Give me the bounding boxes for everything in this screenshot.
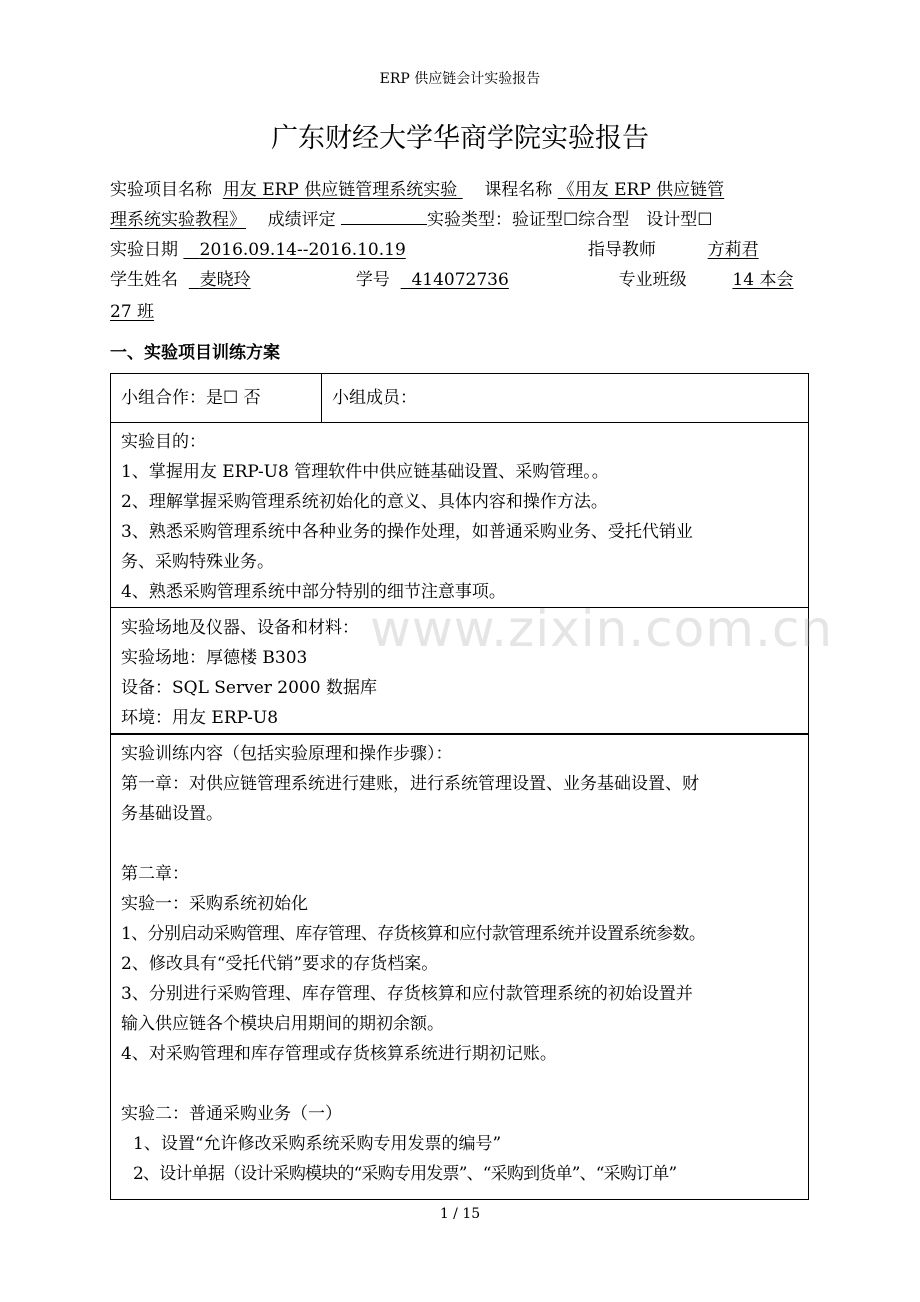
exp1-item: 2、修改具有“受托代销”要求的存货档案。 (121, 954, 439, 974)
chapter1-line: 务基础设置。 (121, 804, 223, 824)
course-label: 课程名称 (484, 180, 553, 200)
date-label: 实验日期 (110, 240, 178, 260)
site-block (111, 608, 808, 733)
exp2-heading: 实验二：普通采购业务（一） (121, 1104, 342, 1124)
meta-line-3 (110, 235, 820, 265)
project-value: 用友 ERP 供应链管理系统实验 (222, 180, 458, 200)
site-item: 设备：SQL Server 2000 数据库 (121, 678, 377, 698)
page-number: 1 / 15 (439, 1206, 481, 1222)
table-row-content (110, 733, 809, 1200)
section-heading-1: 一、实验项目训练方案 (110, 343, 280, 363)
purpose-item: 3、熟悉采购管理系统中各种业务的操作处理，如普通采购业务、受托代销业 (121, 522, 693, 542)
course-value-2: 理系统实验教程》 (110, 210, 246, 230)
purpose-item: 1、掌握用友 ERP-U8 管理软件中供应链基础设置、采购管理。。 (121, 462, 609, 482)
site-item: 环境：用友 ERP-U8 (121, 708, 279, 728)
class-value-2: 27 班 (110, 302, 155, 322)
project-label: 实验项目名称 (110, 180, 212, 200)
meta-line-1 (110, 175, 820, 205)
course-value-1: 《用友 ERP 供应链管 (557, 180, 725, 200)
student-label: 学生姓名 (110, 270, 178, 290)
class-value-1: 14 本会 (732, 270, 794, 290)
purpose-item: 4、熟悉采购管理系统中部分特别的细节注意事项。 (121, 582, 506, 602)
grade-label: 成绩评定 (267, 210, 336, 230)
meta-line-5 (110, 297, 820, 327)
report-title: 广东财经大学华商学院实验报告 (271, 123, 649, 154)
chapter1-line: 第一章：对供应链管理系统进行建账，进行系统管理设置、业务基础设置、财 (121, 774, 699, 794)
table-row-purpose (110, 421, 809, 608)
meta-line-2 (110, 205, 820, 235)
exp1-heading: 实验一：采购系统初始化 (121, 894, 308, 914)
table-row-site (110, 607, 809, 735)
student-value: 麦晓玲 (199, 270, 251, 290)
site-item: 实验场地：厚德楼 B303 (121, 648, 308, 668)
date-value: 2016.09.14--2016.10.19 (199, 240, 406, 260)
class-label: 专业班级 (618, 270, 687, 290)
grade-blank (341, 206, 427, 225)
running-header: ERP 供应链会计实验报告 (379, 71, 541, 87)
table-row-group (110, 373, 809, 423)
purpose-block (111, 421, 808, 607)
watermark: www.zixin.com.cn (370, 600, 834, 658)
exp1-item: 1、分别启动采购管理、库存管理、存货核算和应付款管理系统并设置系统参数。 (121, 924, 706, 944)
exp1-item: 3、分别进行采购管理、库存管理、存货核算和应付款管理系统的初始设置并 (121, 984, 693, 1004)
group-cooperation: 小组合作：是☐ 否 (121, 388, 261, 408)
exp1-item: 4、对采购管理和库存管理或存货核算系统进行期初记账。 (121, 1044, 557, 1064)
content-heading: 实验训练内容（包括实验原理和操作步骤）： (121, 744, 453, 764)
group-members: 小组成员： (332, 388, 417, 408)
id-label: 学号 (355, 270, 390, 290)
id-value: 414072736 (411, 270, 509, 290)
type-label: 实验类型：验证型☐综合型 设计型☐ (427, 210, 713, 230)
purpose-item: 2、理解掌握采购管理系统初始化的意义、具体内容和操作方法。 (121, 492, 608, 512)
teacher-value: 方莉君 (707, 240, 759, 260)
exp2-item: 2、设计单据（设计采购模块的“采购专用发票”、“采购到货单”、“采购订单” (133, 1164, 677, 1184)
exp1-item: 输入供应链各个模块启用期间的期初余额。 (121, 1014, 444, 1034)
teacher-label: 指导教师 (587, 240, 656, 260)
purpose-heading: 实验目的： (121, 432, 206, 452)
purpose-item: 务、采购特殊业务。 (121, 552, 274, 572)
meta-line-4 (110, 265, 820, 295)
content-block (111, 734, 808, 1189)
chapter2-heading: 第二章： (121, 864, 189, 884)
site-heading: 实验场地及仪器、设备和材料： (121, 618, 359, 638)
exp2-item: 1、设置“允许修改采购系统采购专用发票的编号” (133, 1134, 502, 1154)
